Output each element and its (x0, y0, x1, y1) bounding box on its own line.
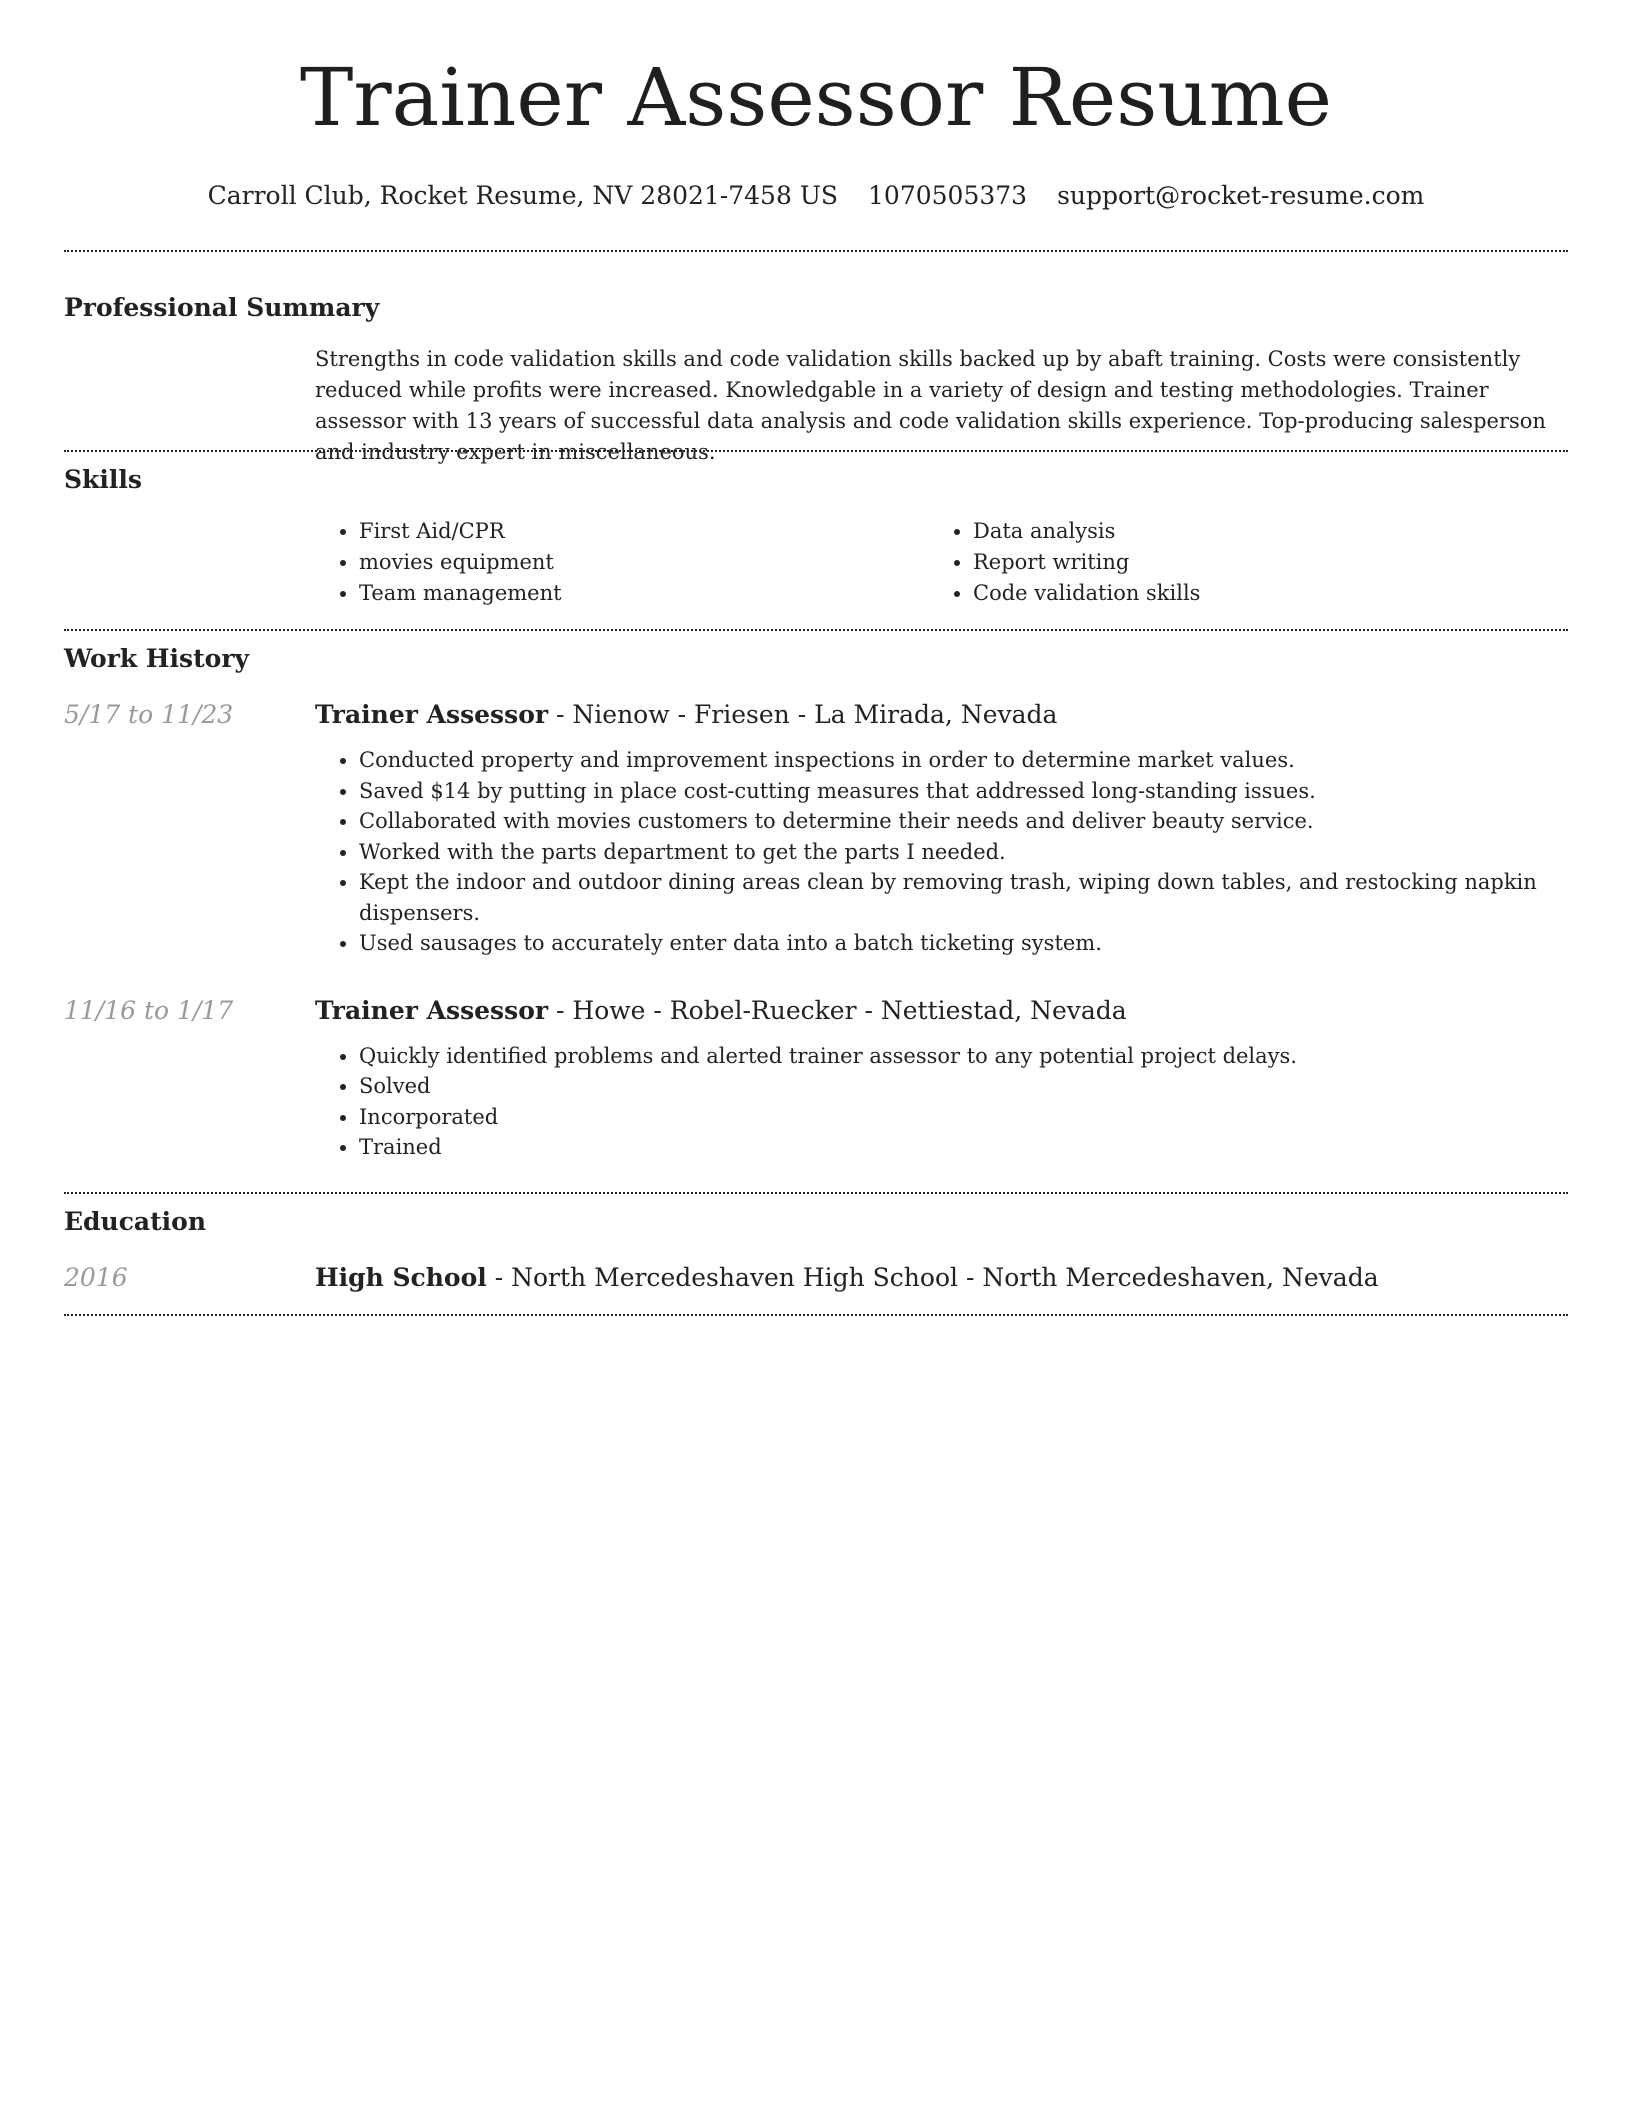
job-entry (64, 993, 1568, 1163)
job-bullet: • Trained (359, 1132, 1568, 1163)
education-title (315, 1260, 1568, 1296)
summary-text: Strengths in code validation skills and code validation skills backed up by abaft training. Costs were consistently reduced while profits were increased. Knowledgable in a variety of design and testing methodologies. Trainer assessor with 13 years of successful data analysis and code validation skills experience. Top-producing salesperson and industry expert in miscellaneous. (315, 347, 1546, 464)
resume-page (64, 0, 1568, 1316)
work-section (64, 631, 1568, 1192)
education-year: 2016 (64, 1263, 128, 1292)
job-bullet: • Conducted property and improvement inspections in order to determine market values. (359, 745, 1568, 776)
resume-title: Trainer Assessor Resume (300, 51, 1332, 144)
job-dates: 11/16 to 1/17 (64, 995, 234, 1025)
skills-section (64, 452, 1568, 629)
education-degree: High School (315, 1263, 487, 1292)
section-heading-education: Education (64, 1207, 207, 1236)
skill-item: • Data analysis (973, 516, 1543, 547)
contact-email: support@rocket-resume.com (1057, 181, 1425, 210)
section-heading-summary: Professional Summary (64, 293, 380, 322)
job-role: Trainer Assessor (315, 995, 549, 1025)
skill-item: • Report writing (973, 547, 1543, 578)
contact-address: Carroll Club, Rocket Resume, NV 28021-7458 US (207, 181, 839, 210)
skills-grid (315, 516, 1543, 609)
job-dates: 5/17 to 11/23 (64, 700, 234, 729)
job-bullet: • Saved $14 by putting in place cost-cutting measures that addressed long-standing issues. (359, 776, 1568, 807)
contact-line (64, 176, 1568, 216)
job-title (315, 697, 1568, 733)
job-bullet: • Collaborated with movies customers to determine their needs and deliver beauty service. (359, 806, 1568, 837)
job-details: - Howe - Robel-Ruecker - Nettiestad, Nevada (548, 995, 1127, 1025)
job-bullet: • Quickly identified problems and alerted trainer assessor to any potential project delays. (359, 1041, 1568, 1072)
education-entry (64, 1260, 1568, 1296)
job-entry (64, 697, 1568, 959)
job-title (315, 993, 1568, 1029)
job-bullet: • Used sausages to accurately enter data into a batch ticketing system. (359, 928, 1568, 959)
skill-item: • Code validation skills (973, 578, 1543, 609)
contact-phone: 1070505373 (868, 181, 1028, 210)
job-role: Trainer Assessor (315, 700, 549, 729)
skill-item: • First Aid/CPR (359, 516, 929, 547)
education-details: - North Mercedeshaven High School - North Mercedeshaven, Nevada (486, 1263, 1379, 1292)
summary-section (64, 252, 1568, 464)
job-bullet: • Incorporated (359, 1102, 1568, 1133)
skill-item: • Team management (359, 578, 929, 609)
divider (64, 1314, 1568, 1316)
skills-column-1 (315, 516, 929, 609)
job-details: - Nienow - Friesen - La Mirada, Nevada (548, 700, 1058, 729)
section-heading-work: Work History (64, 644, 250, 673)
job-bullets (315, 1041, 1568, 1163)
job-bullet: • Solved (359, 1071, 1568, 1102)
skill-item: • movies equipment (359, 547, 929, 578)
section-heading-skills: Skills (64, 465, 142, 494)
skills-row (64, 516, 1568, 609)
job-bullet: • Kept the indoor and outdoor dining areas clean by removing trash, wiping down tables, and restocking napkin dispensers. (359, 867, 1568, 928)
job-bullet: • Worked with the parts department to get the parts I needed. (359, 837, 1568, 868)
job-bullets (315, 745, 1568, 959)
skills-column-2 (929, 516, 1543, 609)
education-section (64, 1194, 1568, 1314)
